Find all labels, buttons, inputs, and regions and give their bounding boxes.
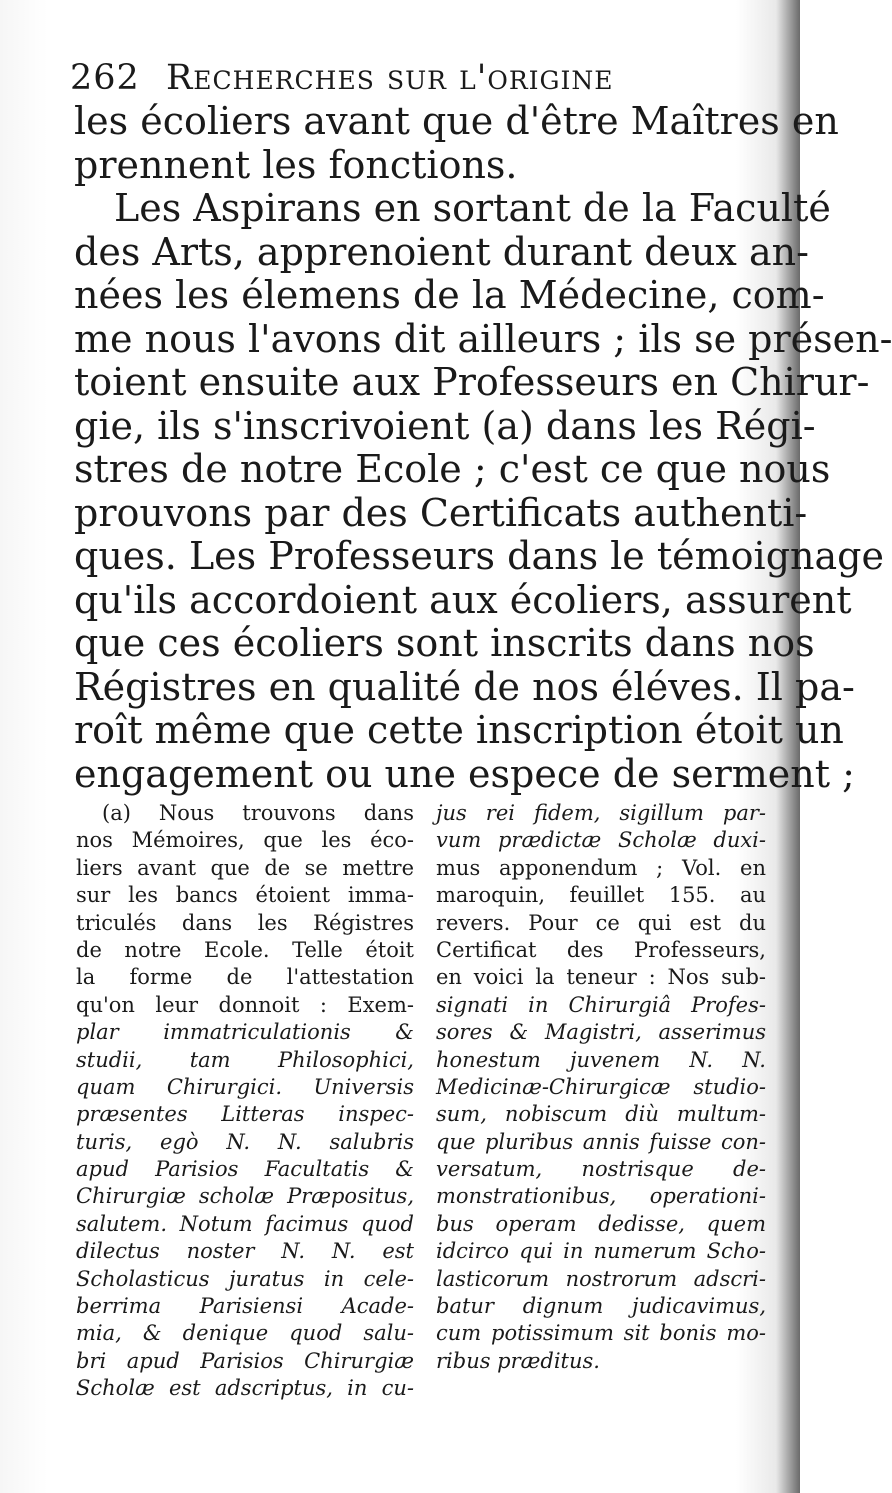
footnote-line: sur les bancs étoient imma-: [76, 883, 414, 908]
footnote-line: mia, & denique quod salu-: [76, 1321, 414, 1346]
footnote-line: maroquin, feuillet 155. au: [436, 883, 766, 908]
text-line: nées les élemens de la Médecine, com-: [74, 273, 825, 317]
footnote-line: apud Parisios Facultatis &: [76, 1157, 414, 1182]
footnote-line: monstrationibus, operationi-: [436, 1184, 766, 1209]
text-line: prouvons par des Certificats authenti-: [74, 490, 808, 535]
footnote-column-right: [436, 800, 766, 1403]
text-line: qu'ils accordoient aux écoliers, assurent: [74, 577, 852, 622]
page-number: 262: [70, 58, 140, 98]
footnote-line: triculés dans les Régistres: [76, 910, 414, 935]
footnote-line: de notre Ecole. Telle étoit: [76, 937, 414, 962]
text-line: toient ensuite aux Professeurs en Chirur-: [74, 360, 870, 404]
text-line: des Arts, apprenoient durant deux an-: [74, 229, 809, 274]
footnote-line: mus apponendum ; Vol. en: [436, 855, 766, 880]
footnote-line: Chirurgiæ scholæ Præpositus,: [76, 1184, 414, 1209]
footnote-line: qu'on leur donnoit : Exem-: [76, 992, 414, 1017]
footnote-line: turis, egò N. N. salubris: [76, 1129, 414, 1154]
footnote-line: sum, nobiscum diù multum-: [436, 1102, 766, 1127]
footnote-line: Certificat des Professeurs,: [436, 937, 766, 962]
text-line: prennent les fonctions.: [74, 142, 518, 187]
footnote-line: bus operam dedisse, quem: [436, 1211, 766, 1236]
footnote-column-left: [76, 800, 414, 1403]
footnote-line: nos Mémoires, que les éco-: [76, 828, 414, 853]
footnote-line: sores & Magistri, asserimus: [436, 1020, 766, 1045]
footnote-line: versatum, nostrisque de-: [436, 1157, 766, 1182]
footnote-line: cum potissimum sit bonis mo-: [436, 1321, 766, 1346]
footnote-line: la forme de l'attestation: [76, 965, 414, 990]
page-header: [70, 58, 760, 98]
text-line: stres de notre Ecole ; c'est ce que nous: [74, 447, 831, 491]
footnote-line: dilectus noster N. N. est: [76, 1239, 414, 1264]
running-title: Recherches sur l'origine: [165, 58, 614, 98]
text-line: Régistres en qualité de nos éléves. Il pa-: [74, 664, 855, 709]
footnote-line: salutem. Notum facimus quod: [76, 1211, 414, 1236]
footnote-line: quam Chirurgici. Universis: [76, 1074, 414, 1099]
text-line: engagement ou une espece de serment ;: [74, 751, 855, 796]
footnote-line: præsentes Litteras inspec-: [76, 1102, 414, 1127]
footnote-line: jus rei fidem, sigillum par-: [436, 801, 766, 825]
footnote-line: berrima Parisiensi Acade-: [76, 1294, 414, 1319]
footnote-line: Scholasticus juratus in cele-: [76, 1266, 414, 1291]
footnote-line: que pluribus annis fuisse con-: [436, 1129, 766, 1154]
footnote-line: ribus præditus.: [436, 1348, 600, 1373]
text-line: roît même que cette inscription étoit un: [74, 708, 844, 752]
footnote-line: honestum juvenem N. N.: [436, 1047, 766, 1072]
footnote-line: vum prædictæ Scholæ duxi-: [436, 828, 766, 853]
footnote-line: revers. Pour ce qui est du: [436, 910, 766, 935]
footnote-line: Medicinæ-Chirurgicæ studio-: [436, 1074, 766, 1099]
footnote-line: idcirco qui in numerum Scho-: [436, 1239, 766, 1264]
main-text: [74, 99, 892, 796]
footnote: [76, 800, 766, 1403]
footnote-line: en voici la teneur : Nos sub-: [436, 965, 766, 990]
footnote-line: plar immatriculationis &: [76, 1020, 414, 1045]
footnote-line: (a) Nous trouvons dans: [102, 801, 414, 825]
text-line: les écoliers avant que d'être Maîtres en: [74, 99, 839, 143]
text-line: ques. Les Professeurs dans le témoignage: [74, 534, 884, 578]
footnote-line: bri apud Parisios Chirurgiæ: [76, 1348, 414, 1373]
text-line: me nous l'avons dit ailleurs ; ils se présen-: [74, 316, 892, 361]
footnote-line: signati in Chirurgiâ Profes-: [436, 992, 766, 1017]
footnote-line: lasticorum nostrorum adscri-: [436, 1266, 766, 1291]
footnote-line: Scholæ est adscriptus, in cu-: [76, 1376, 414, 1401]
text-line: que ces écoliers sont inscrits dans nos: [74, 621, 815, 665]
footnote-line: batur dignum judicavimus,: [436, 1294, 766, 1319]
text-line: Les Aspirans en sortant de la Faculté: [114, 186, 831, 230]
footnote-line: liers avant que de se mettre: [76, 855, 414, 880]
text-line: gie, ils s'inscrivoient (a) dans les Régi-: [74, 403, 816, 448]
footnote-line: studii, tam Philosophici,: [76, 1047, 414, 1072]
